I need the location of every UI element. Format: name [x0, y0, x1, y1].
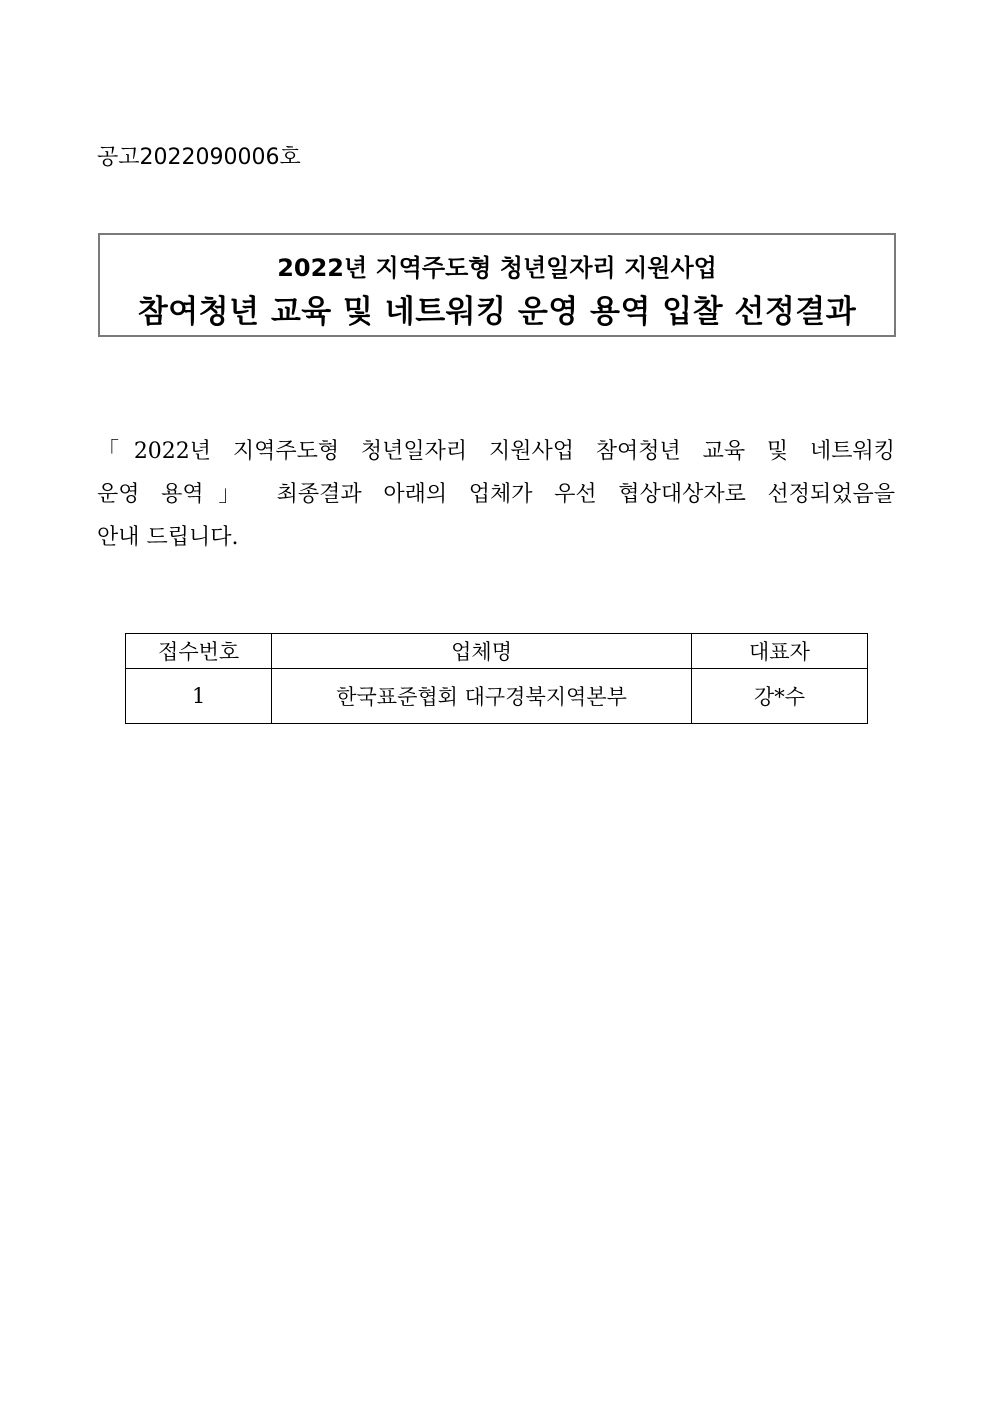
body-line-3: 안내 드립니다.: [97, 525, 239, 550]
body-paragraph: [97, 430, 895, 559]
header-company-name: 업체명: [272, 634, 692, 669]
notice-number: 공고2022090006호: [97, 145, 301, 170]
body-line-2: 운영 용역」 최종결과 아래의 업체가 우선 협상대상자로 선정되었음을: [97, 482, 895, 507]
cell-representative: 강*수: [691, 669, 867, 724]
cell-receipt-number: 1: [126, 669, 272, 724]
body-line-1: 「2022년 지역주도형 청년일자리 지원사업 참여청년 교육 및 네트워킹: [97, 439, 895, 464]
title-line-2: 참여청년 교육 및 네트워킹 운영 용역 입찰 선정결과: [137, 294, 857, 330]
table-header-row: [126, 634, 868, 669]
title-box: [98, 233, 896, 337]
header-representative: 대표자: [691, 634, 867, 669]
header-receipt-number: 접수번호: [126, 634, 272, 669]
result-table: [125, 633, 868, 724]
title-line-1: 2022년 지역주도형 청년일자리 지원사업: [277, 254, 717, 282]
table-row: [126, 669, 868, 724]
cell-company-name: 한국표준협회 대구경북지역본부: [272, 669, 692, 724]
